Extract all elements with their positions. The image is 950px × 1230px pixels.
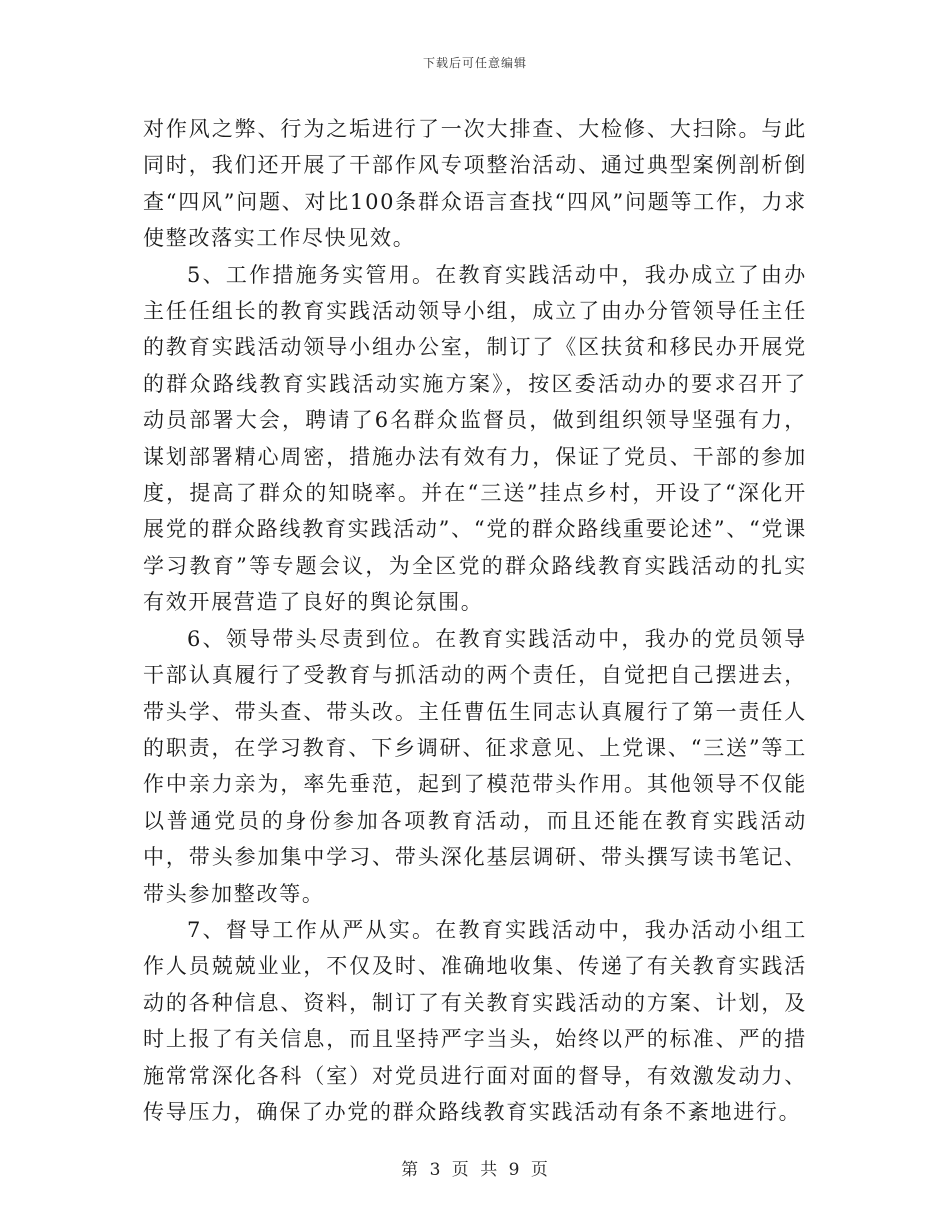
- paragraph-item-6: 6、领导带头尽责到位。在教育实践活动中，我办的党员领导干部认真履行了受教育与抓活动的两个责任，自觉把自己摆进去，带头学、带头查、带头改。主任曹伍生同志认真履行了第一责任人的职责，在学习教育、下乡调研、征求意见、上党课、“三送”等工作中亲力亲为，率先垂范，起到了模范带头作用。其他领导不仅能以普通党员的身份参加各项教育活动，而且还能在教育实践活动中，带头参加集中学习、带头深化基层调研、带头撰写读书笔记、带头参加整改等。: [143, 626, 807, 906]
- paragraph-item-5: 5、工作措施务实管用。在教育实践活动中，我办成立了由办主任任组长的教育实践活动领导小组，成立了由办分管领导任主任的教育实践活动领导小组办公室，制订了《区扶贫和移民办开展党的群众路线教育实践活动实施方案》，按区委活动办的要求召开了动员部署大会，聘请了6名群众监督员，做到组织领导坚强有力，谋划部署精心周密，措施办法有效有力，保证了党员、干部的参加度，提高了群众的知晓率。并在“三送”挂点乡村，开设了“深化开展党的群众路线教育实践活动”、“党的群众路线重要论述”、“党课学习教育”等专题会议，为全区党的群众路线教育实践活动的扎实有效开展营造了良好的舆论氛围。: [143, 262, 807, 615]
- page-number-footer: 第 3 页 共 9 页: [401, 1160, 549, 1180]
- document-body: [143, 111, 807, 1130]
- paragraph-continuation: 对作风之弊、行为之垢进行了一次大排查、大检修、大扫除。与此同时，我们还开展了干部作风专项整治活动、通过典型案例剖析倒查“四风”问题、对比100条群众语言查找“四风”问题等工作，力求使整改落实工作尽快见效。: [143, 117, 807, 251]
- page-header: 下载后可任意编辑: [422, 56, 527, 70]
- paragraph-item-7: 7、督导工作从严从实。在教育实践活动中，我办活动小组工作人员兢兢业业，不仅及时、准确地收集、传递了有关教育实践活动的各种信息、资料，制订了有关教育实践活动的方案、计划，及时上报了有关信息，而且坚持严字当头，始终以严的标准、严的措施常常深化各科（室）对党员进行面对面的督导，有效激发动力、传导压力，确保了办党的群众路线教育实践活动有条不紊地进行。: [143, 917, 807, 1124]
